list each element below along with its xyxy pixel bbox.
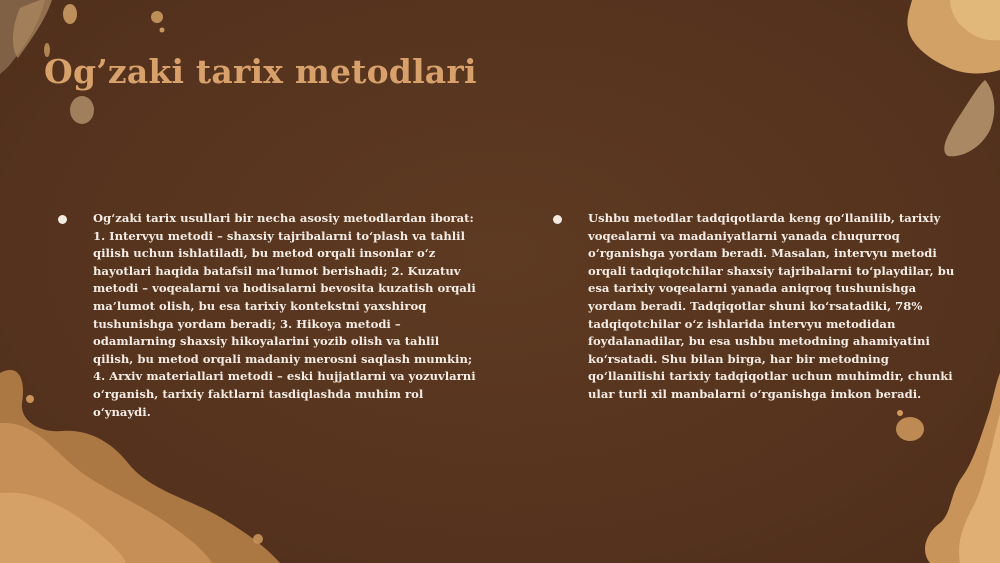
bullet-text-left: Og‘zaki tarix usullari bir necha asosiy metodlardan iborat: 1. Intervyu metodi – shaxsiy tajribalarni to‘plash va tahlil qilish uchun ishlatiladi, bu metod orqali insonlar o‘z hayotlari haqida batafsil ma’lumot berishadi; 2. Kuzatuv metodi – voqealarni va hodisalarni bevosita kuzatish orqali ma’lumot olish, bu esa tarixiy kontekstni yaxshiroq tushunishga yordam beradi; 3. Hikoya metodi – odamlarning shaxsiy hikoyalarini yozib olish va tahlil qilish, bu metod orqali madaniy merosni saqlash mumkin; 4. Arxiv materiallari metodi – eski hujjatlarni va yozuvlarni o‘rganish, tarixiy faktlarni tasdiqlashda muhim rol o‘ynaydi.	[93, 211, 476, 419]
watercolor-stain-top-right	[890, 0, 1000, 170]
bullet-dot	[553, 215, 562, 224]
slide-title: Og’zaki tarix metodlari	[44, 52, 477, 91]
bullet-dot	[58, 215, 67, 224]
bullet-item-right	[553, 210, 963, 404]
bullet-text-right: Ushbu metodlar tadqiqotlarda keng qo‘llanilib, tarixiy voqealarni va madaniyatlarni yanada chuqurroq o‘rganishga yordam beradi. Masalan, intervyu metodi orqali tadqiqotchilar shaxsiy tajribalarni to‘playdilar, bu esa tarixiy voqealarni yanada aniqroq tushunishga yordam beradi. Tadqiqotlar shuni ko‘rsatadiki, 78% tadqiqotchilar o‘z ishlarida intervyu metodidan foydalanadilar, bu esa ushbu metodning ahamiyatini ko‘rsatadi. Shu bilan birga, har bir metodning qo‘llanilishi tarixiy tadqiqotlar uchun muhimdir, chunki ular turli xil manbalarni o‘rganishga imkon beradi.	[588, 211, 955, 401]
bullet-item-left	[58, 210, 478, 421]
